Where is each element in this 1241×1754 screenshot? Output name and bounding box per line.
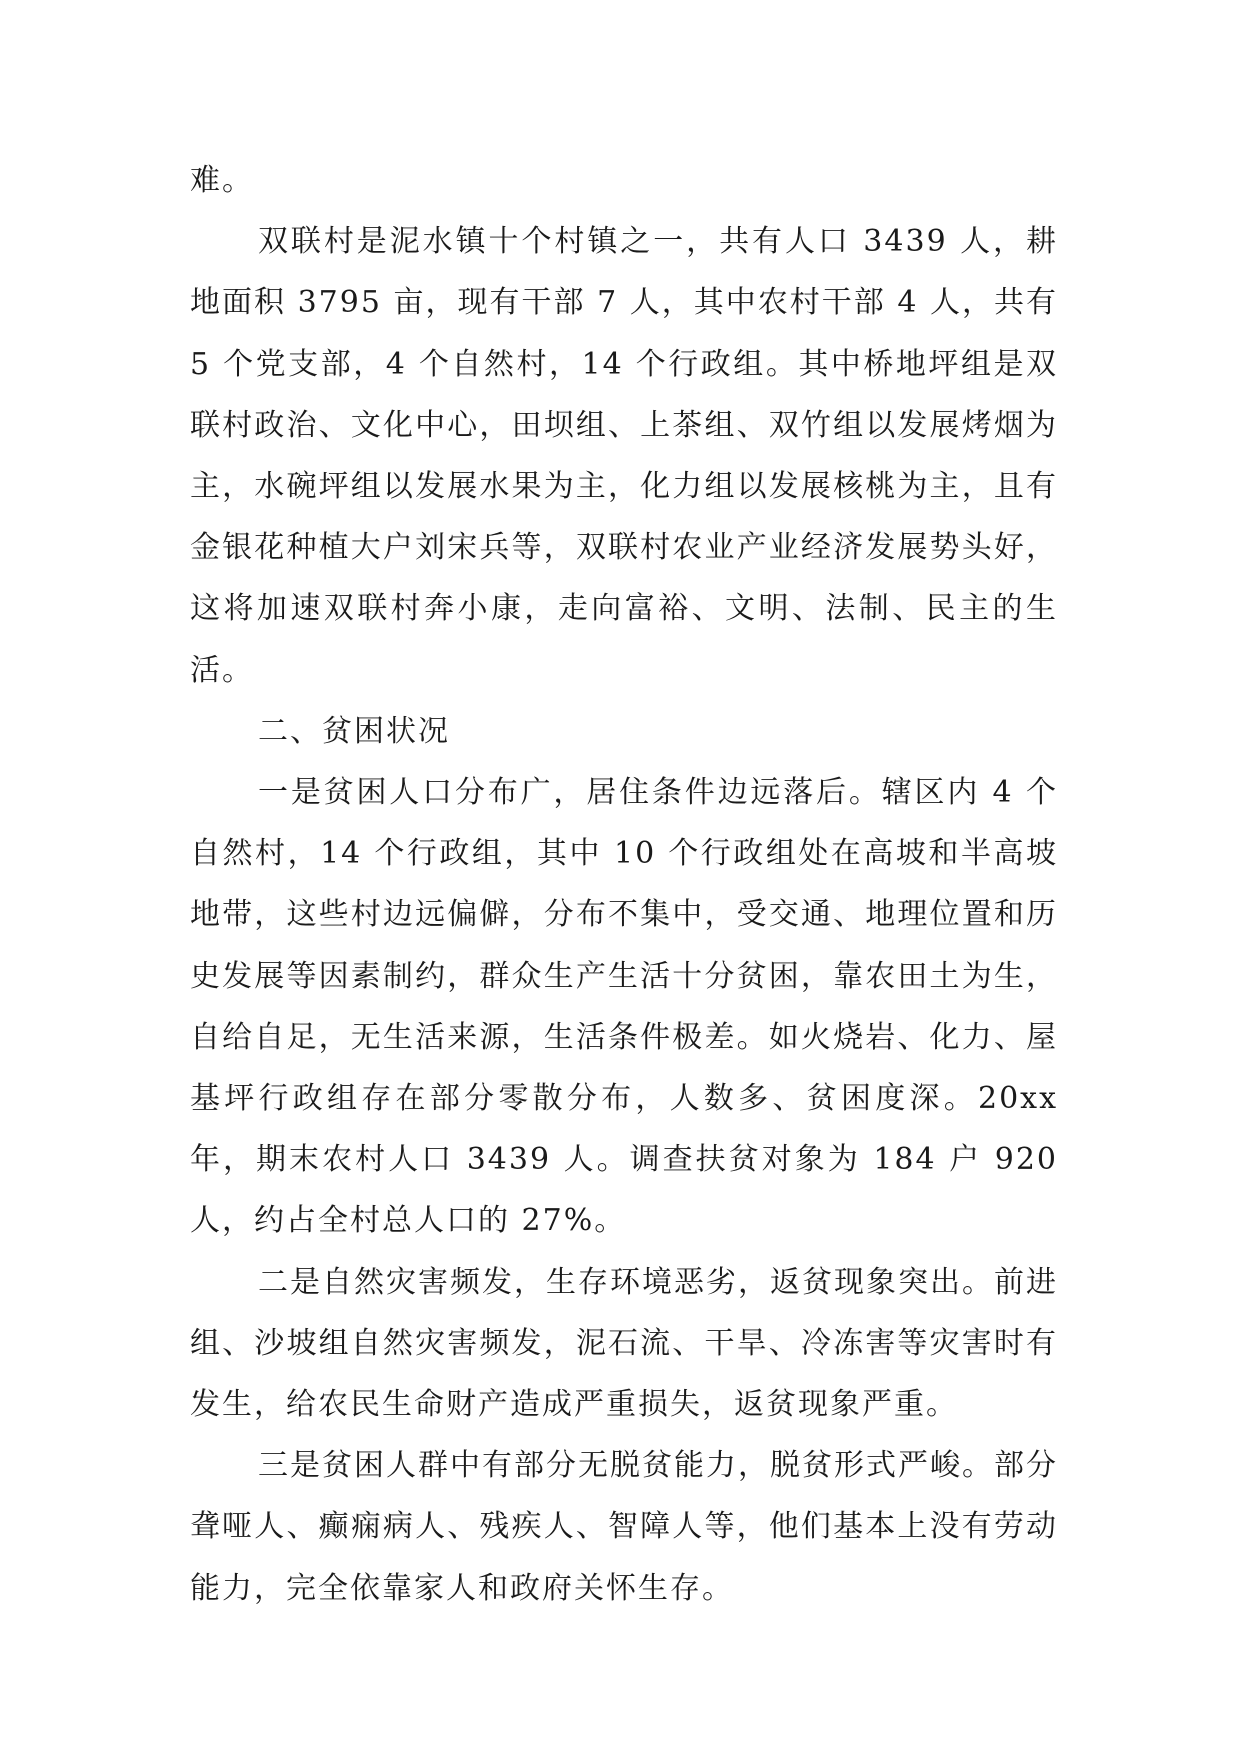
paragraph-poverty-point-2: 二是自然灾害频发，生存环境恶劣，返贫现象突出。前进组、沙坡组自然灾害频发，泥石流、干旱、冷冻害等灾害时有发生，给农民生命财产造成严重损失，返贫现象严重。 (190, 1264, 1058, 1423)
paragraph-poverty-point-3: 三是贫困人群中有部分无脱贫能力，脱贫形式严峻。部分聋哑人、癫痫病人、残疾人、智障人等，他们基本上没有劳动能力，完全依靠家人和政府关怀生存。 (190, 1448, 1058, 1606)
paragraph-poverty-point-1: 一是贫困人口分布广，居住条件边远落后。辖区内 4 个自然村，14 个行政组，其中 10 个行政组处在高坡和半高坡地带，这些村边远偏僻，分布不集中，受交通、地理位置和历史发展等因素制约，群众生产生活十分贫困，靠农田土为生，自给自足，无生活来源，生活条件极差。如火烧岩、化力、屋基坪行政组存在部分零散分布，人数多、贫困度深。20xx 年，期末农村人口 3439 人。调查扶贫对象为 184 户 920 人，约占全村总人口的 27%。 (190, 775, 1058, 1239)
paragraph-village-overview: 双联村是泥水镇十个村镇之一，共有人口 3439 人，耕地面积 3795 亩，现有干部 7 人，其中农村干部 4 人，共有 5 个党支部，4 个自然村，14 个行政组。其中桥地坪组是双联村政治、文化中心，田坝组、上茶组、双竹组以发展烤烟为主，水碗坪组以发展水果为主，化力组以发展核桃为主，且有金银花种植大户刘宋兵等，双联村农业产业经济发展势头好，这将加速双联村奔小康，走向富裕、文明、法制、民主的生活。 (190, 224, 1058, 688)
document-page (190, 150, 1058, 1619)
paragraph-continued: 难。 (190, 163, 254, 198)
section-heading-poverty-status: 二、贫困状况 (258, 713, 450, 749)
